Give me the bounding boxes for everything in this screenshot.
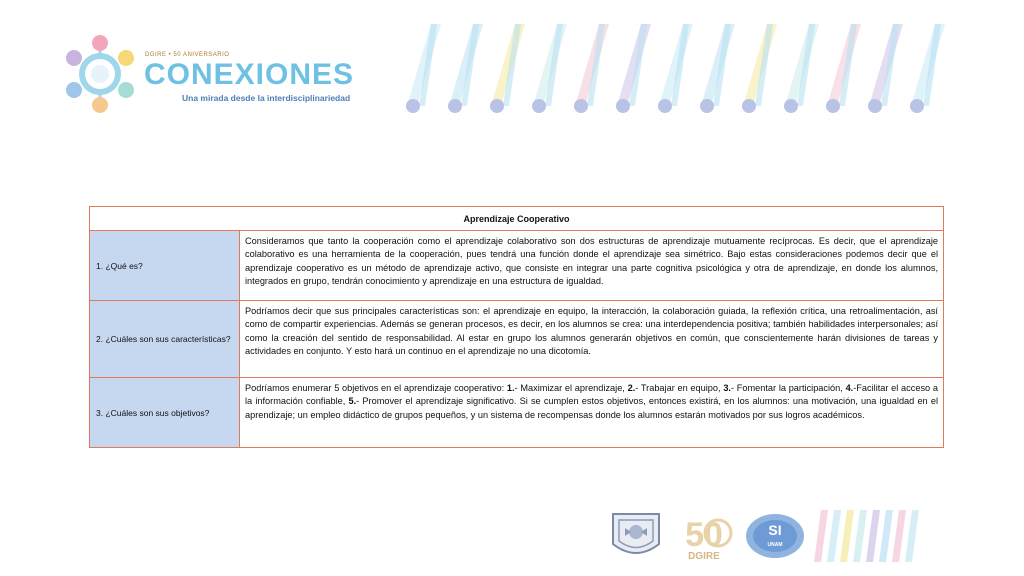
stripe-dot (574, 99, 588, 113)
cooperative-learning-table (89, 206, 944, 448)
stripe-dot (742, 99, 756, 113)
question-cell: 2. ¿Cuáles son sus características? (90, 301, 240, 378)
conexiones-logo-mark-icon (60, 34, 140, 114)
answer-part-number: 1. (506, 383, 515, 393)
footer-stripe-bar (853, 510, 867, 562)
footer-stripe-bar (814, 510, 828, 562)
question-cell: 1. ¿Qué es? (90, 231, 240, 301)
dgire-50-logo-icon (668, 510, 740, 562)
conexiones-logo (60, 34, 380, 114)
answer-cell: Podríamos decir que sus principales características son: el aprendizaje en equipo, la interacción, la colaboración guiada, la reflexión crítica, una retroalimentación, así como de compartir experiencias. Además se generan procesos, es decir, en los alumnos se crea: una interdependencia positiva; también habilidades interpersonales; así como la creación del sentido de responsabilidad. Al estar en grupo los alumnos generarán objetivos en común, que conscientemente harán divisiones de tareas y actividades en conjunto. Y esto hará un continuo en el aprendizaje no una dicotomía. (240, 301, 944, 378)
stripe-dot (784, 99, 798, 113)
answer-cell (240, 378, 944, 448)
answer-part: -Facilitar el acceso a la información confiable, (245, 383, 939, 407)
stripe-dot (658, 99, 672, 113)
stripe-dot (826, 99, 840, 113)
unam-seal-icon (607, 510, 665, 562)
table-row (90, 301, 944, 378)
dgire-number: 50 (685, 516, 723, 554)
answer-part-number: 5. (348, 396, 357, 407)
footer-stripe-bar (866, 510, 880, 562)
footer-stripe-bar (905, 510, 919, 562)
question-cell: 3. ¿Cuáles son sus objetivos? (90, 378, 240, 448)
answer-part: - Fomentar la participación, (730, 383, 846, 393)
logo-title: CONEXIONES (144, 58, 355, 91)
si-sub-label: UNAM (767, 542, 783, 548)
answer-part: Podríamos enumerar 5 objetivos en el aprendizaje cooperativo: (245, 383, 507, 393)
table-row (90, 378, 944, 448)
si-unam-logo (744, 512, 806, 560)
footer-stripe-bar (892, 510, 906, 562)
stripe-dot (532, 99, 546, 113)
footer-stripes-icon (814, 510, 920, 562)
logo-anniversary-text: DGIRE • 50 ANIVERSARIO (145, 52, 230, 58)
answer-cell: Consideramos que tanto la cooperación como el aprendizaje colaborativo son dos estructuras de aprendizaje mutuamente recíprocas. Es decir, que el aprendizaje colaborativo es una herramienta de la cooperación, pues tendrá una función donde el aprendizaje sea simétrico. Bajo estas consideraciones podemos decir que el aprendizaje cooperativo es un método de aprendizaje activo, que consiste en integrar una parte cognitiva psicológica y otra de aprendizaje, en donde los alumnos, integrados en grupo, tendrán conocimiento y aprendizaje en una estructura de igualdad. (240, 231, 944, 301)
answer-part-number: 2. (627, 383, 636, 393)
answer-part: - Maximizar el aprendizaje, (514, 383, 628, 393)
table-row (90, 231, 944, 301)
stripe-dot (448, 99, 462, 113)
stripe-dot (616, 99, 630, 113)
dgire-label: DGIRE (688, 551, 720, 562)
answer-part-number: 3. (723, 383, 731, 393)
answer-part: - Promover el aprendizaje significativo. Si se cumplen estos objetivos, entonces existirá, en los alumnos: una motivación, una igualdad en el aprendizaje; un empleo didáctico de grupos pequeños, y un sistema de recompensas donde los alumnos estarán motivados por sus logros académicos. (245, 396, 938, 420)
logo-subtitle: Una mirada desde la interdisciplinariedad (182, 93, 351, 103)
header-stripes-icon (405, 24, 945, 114)
stripe-dot (700, 99, 714, 113)
footer-stripe-bar (827, 510, 841, 562)
footer-stripe-bar (840, 510, 854, 562)
answer-part-number: 4. (845, 383, 854, 393)
stripe-dot (406, 99, 420, 113)
answer-part: - Trabajar en equipo, (635, 383, 724, 393)
stripe-dot (910, 99, 924, 113)
si-label: SI (768, 522, 782, 538)
table-title: Aprendizaje Cooperativo (90, 207, 944, 231)
stripe-dot (868, 99, 882, 113)
footer-stripe-bar (879, 510, 893, 562)
dgire-50-logo (668, 510, 740, 562)
stripe-dot (490, 99, 504, 113)
